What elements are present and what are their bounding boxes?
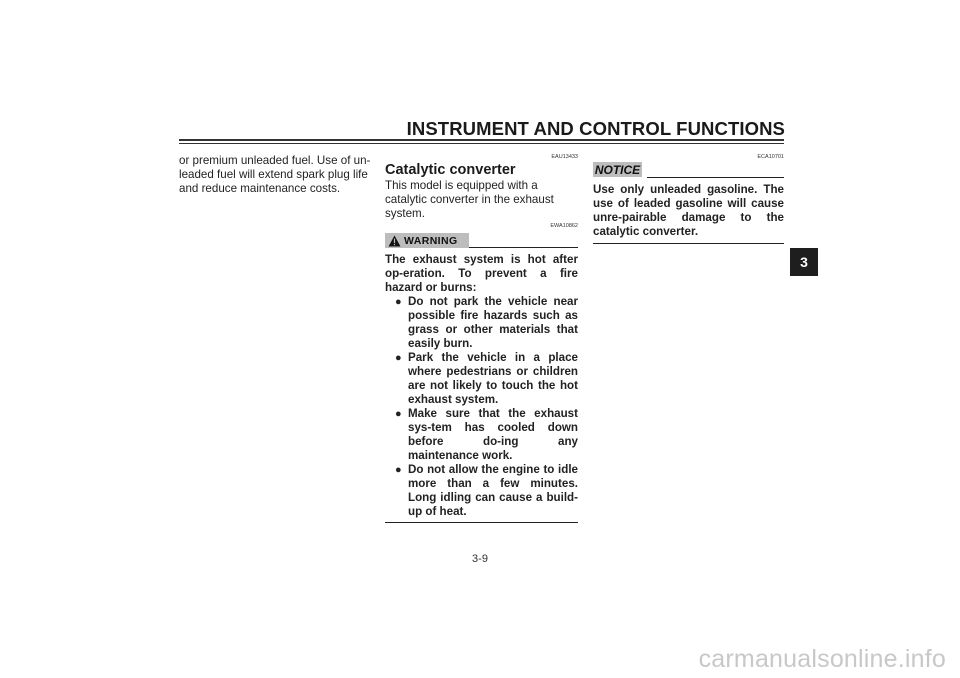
warning-bullet-list xyxy=(385,295,578,519)
notice-text: Use only unleaded gasoline. The use of leaded gasoline will cause unre-pairable damage to the catalytic converter. xyxy=(593,183,784,238)
warning-bullet-text: Make sure that the exhaust sys-tem has cooled down before do-ing any maintenance work. xyxy=(408,407,578,462)
bullet-dot-icon: ● xyxy=(395,296,402,308)
header-rule xyxy=(179,139,784,141)
page-number: 3-9 xyxy=(472,553,488,565)
middle-column xyxy=(385,154,578,523)
section-title: Catalytic converter xyxy=(385,162,516,178)
warning-bullet xyxy=(385,463,578,519)
warning-header xyxy=(385,233,578,249)
right-column xyxy=(593,154,784,244)
warning-triangle-icon xyxy=(388,235,401,247)
warning-label: WARNING xyxy=(404,234,458,247)
left-text-line: leaded fuel will extend spark plug life xyxy=(179,168,368,181)
notice-end-rule xyxy=(593,243,784,244)
bullet-dot-icon: ● xyxy=(395,464,402,476)
warning-bullet xyxy=(385,407,578,463)
notice-code: ECA10701 xyxy=(757,154,784,160)
warning-bullet-text: Do not park the vehicle near possible fire hazards such as grass or other materials that easily burn. xyxy=(408,295,578,350)
header-rule-thin xyxy=(179,143,784,144)
warning-code: EWA10862 xyxy=(550,223,578,229)
section-intro: This model is equipped with a catalytic converter in the exhaust system. xyxy=(385,179,554,220)
warning-body xyxy=(385,253,578,519)
bullet-dot-icon: ● xyxy=(395,408,402,420)
notice-badge: NOTICE xyxy=(594,162,641,177)
notice-rule xyxy=(647,177,784,178)
warning-bullet xyxy=(385,351,578,407)
chapter-tab: 3 xyxy=(790,248,818,276)
warning-end-rule xyxy=(385,522,578,523)
warning-bullet xyxy=(385,295,578,351)
warning-intro: The exhaust system is hot after op-eration. To prevent a fire hazard or burns: xyxy=(385,253,578,294)
warning-badge xyxy=(385,233,469,248)
warning-bullet-text: Do not allow the engine to idle more than a few minutes. Long idling can cause a build-up of heat. xyxy=(408,463,578,518)
warning-bullet-text: Park the vehicle in a place where pedestrians or children are not likely to touch the hot exhaust system. xyxy=(408,351,578,406)
left-text-line: or premium unleaded fuel. Use of un- xyxy=(179,154,371,167)
page-header-title: INSTRUMENT AND CONTROL FUNCTIONS xyxy=(406,118,785,139)
left-text-line: and reduce maintenance costs. xyxy=(179,182,341,195)
watermark-text: carmanualsonline.info xyxy=(698,645,946,673)
notice-header xyxy=(593,161,784,179)
left-column xyxy=(179,154,372,196)
section-code: EAU13433 xyxy=(551,154,578,160)
bullet-dot-icon: ● xyxy=(395,352,402,364)
warning-rule xyxy=(469,247,578,248)
